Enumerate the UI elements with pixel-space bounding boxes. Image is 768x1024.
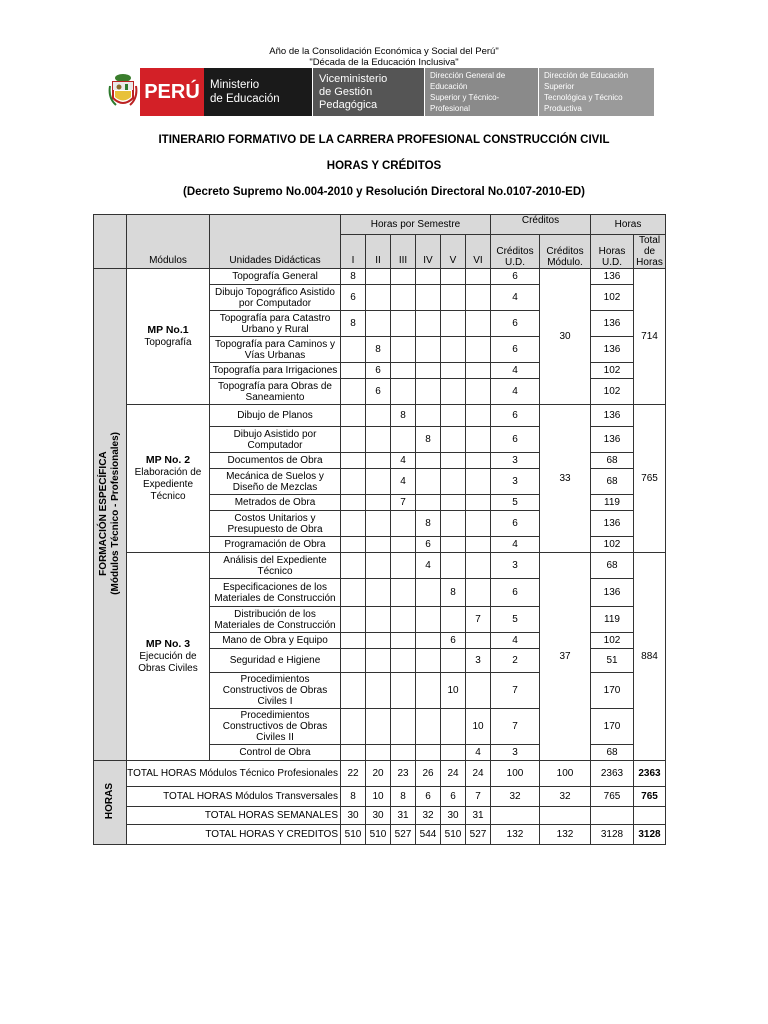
semester-hours (466, 453, 491, 469)
unidad-didactica: Documentos de Obra (210, 453, 341, 469)
unidad-didactica: Metrados de Obra (210, 495, 341, 511)
semester-hours (341, 633, 366, 649)
creditos-ud: 3 (491, 553, 540, 579)
unidad-didactica: Topografía para Caminos y Vías Urbanas (210, 337, 341, 363)
total-semester: 30 (441, 807, 466, 825)
semester-hours (466, 269, 491, 285)
table-row (94, 825, 666, 845)
creditos-modulo: 37 (540, 553, 591, 761)
header-semester: II (366, 235, 391, 269)
creditos-ud: 4 (491, 633, 540, 649)
table-row (94, 807, 666, 825)
semester-hours (391, 363, 416, 379)
creditos-modulo: 33 (540, 405, 591, 553)
corner-cell (94, 215, 127, 269)
total-semester: 510 (341, 825, 366, 845)
unidad-didactica: Costos Unitarios y Presupuesto de Obra (210, 511, 341, 537)
semester-hours (416, 285, 441, 311)
semester-hours: 8 (366, 337, 391, 363)
semester-hours (341, 495, 366, 511)
module-code: MP No. 3 (145, 638, 191, 650)
semester-hours (341, 469, 366, 495)
unidad-didactica: Mano de Obra y Equipo (210, 633, 341, 649)
semester-hours (341, 553, 366, 579)
header-creditos-ud: Créditos U.D. (491, 235, 540, 269)
semester-hours (416, 709, 441, 745)
semester-hours (441, 285, 466, 311)
creditos-ud: 3 (491, 745, 540, 761)
total-semester: 6 (441, 787, 466, 807)
total-horas-modulo: 714 (634, 269, 666, 405)
semester-hours: 8 (341, 311, 366, 337)
total-horas-modulo: 884 (634, 553, 666, 761)
total-semester: 26 (416, 761, 441, 787)
semester-hours (441, 379, 466, 405)
semester-hours (416, 469, 441, 495)
horas-ud: 68 (591, 453, 634, 469)
module-name: Topografía (144, 337, 192, 348)
institution-banner (106, 68, 660, 116)
semester-hours (366, 607, 391, 633)
semester-hours (466, 379, 491, 405)
creditos-ud: 6 (491, 405, 540, 427)
semester-hours (466, 511, 491, 537)
semester-hours (366, 649, 391, 673)
semester-hours (391, 649, 416, 673)
horas-ud: 102 (591, 379, 634, 405)
semester-hours (416, 495, 441, 511)
semester-hours (466, 363, 491, 379)
total-semester: 6 (416, 787, 441, 807)
horas-ud: 102 (591, 537, 634, 553)
semester-hours (391, 537, 416, 553)
creditos-ud: 6 (491, 311, 540, 337)
header-modulos: Módulos (127, 215, 210, 269)
horas-ud: 102 (591, 363, 634, 379)
semester-hours (391, 745, 416, 761)
unidad-didactica: Topografía General (210, 269, 341, 285)
semester-hours (416, 269, 441, 285)
total-horas-ud: 765 (591, 787, 634, 807)
document-title: ITINERARIO FORMATIVO DE LA CARRERA PROFESIONAL CONSTRUCCIÓN CIVIL (158, 134, 610, 146)
semester-hours (441, 363, 466, 379)
semester-hours (466, 469, 491, 495)
header-creditos: Créditos (491, 215, 591, 235)
creditos-ud: 6 (491, 511, 540, 537)
total-creditos-ud: 100 (491, 761, 540, 787)
semester-hours: 6 (366, 363, 391, 379)
total-label: TOTAL HORAS Módulos Transversales (127, 787, 341, 807)
semester-hours (441, 495, 466, 511)
semester-hours (441, 427, 466, 453)
creditos-ud: 6 (491, 269, 540, 285)
semester-hours (366, 311, 391, 337)
side-formacion-especifica (94, 269, 127, 761)
total-horas: 2363 (634, 761, 666, 787)
creditos-ud: 5 (491, 495, 540, 511)
horas-ud: 170 (591, 709, 634, 745)
unidad-didactica: Programación de Obra (210, 537, 341, 553)
module-cell (127, 269, 210, 405)
creditos-ud: 4 (491, 537, 540, 553)
unidad-didactica: Topografía para Obras de Saneamiento (210, 379, 341, 405)
semester-hours (391, 269, 416, 285)
side-label-modulos-tecnico: (Módulos Técnico - Profesionales) (110, 431, 121, 595)
semester-hours (366, 469, 391, 495)
semester-hours (341, 607, 366, 633)
semester-hours: 7 (466, 607, 491, 633)
semester-hours (341, 511, 366, 537)
total-horas-ud: 2363 (591, 761, 634, 787)
total-semester: 30 (366, 807, 391, 825)
semester-hours (441, 607, 466, 633)
total-semester: 32 (416, 807, 441, 825)
total-creditos-modulo: 100 (540, 761, 591, 787)
total-horas: 3128 (634, 825, 666, 845)
direccion-superior-label: Dirección de Educación Superior Tecnológica y Técnico Productiva (538, 68, 654, 116)
semester-hours: 10 (441, 673, 466, 709)
total-semester: 7 (466, 787, 491, 807)
creditos-ud: 2 (491, 649, 540, 673)
semester-hours (466, 337, 491, 363)
semester-hours (441, 469, 466, 495)
semester-hours (441, 745, 466, 761)
creditos-modulo: 30 (540, 269, 591, 405)
semester-hours (366, 269, 391, 285)
header-horas-ud: Horas U.D. (591, 235, 634, 269)
creditos-ud: 3 (491, 469, 540, 495)
semester-hours (466, 633, 491, 649)
semester-hours (341, 745, 366, 761)
creditos-ud: 4 (491, 363, 540, 379)
header-horas-semestre: Horas por Semestre (341, 215, 491, 235)
semester-hours: 4 (416, 553, 441, 579)
header-semester: IV (416, 235, 441, 269)
header-creditos-modulo: Créditos Módulo. (540, 235, 591, 269)
unidad-didactica: Topografía para Irrigaciones (210, 363, 341, 379)
peru-logo: PERÚ (140, 68, 204, 116)
semester-hours (416, 745, 441, 761)
table-row (94, 269, 666, 285)
total-creditos-ud (491, 807, 540, 825)
semester-hours: 8 (441, 579, 466, 607)
total-semester: 527 (466, 825, 491, 845)
semester-hours (341, 405, 366, 427)
semester-hours (366, 405, 391, 427)
total-label: TOTAL HORAS SEMANALES (127, 807, 341, 825)
semester-hours: 10 (466, 709, 491, 745)
semester-hours: 8 (416, 427, 441, 453)
semester-hours: 8 (391, 405, 416, 427)
semester-hours (466, 579, 491, 607)
semester-hours (366, 633, 391, 649)
creditos-ud: 7 (491, 709, 540, 745)
total-creditos-modulo: 32 (540, 787, 591, 807)
semester-hours (391, 553, 416, 579)
table-row (94, 787, 666, 807)
table-row (94, 405, 666, 427)
hours-credits-table (93, 214, 666, 845)
module-cell (127, 405, 210, 553)
total-creditos-ud: 32 (491, 787, 540, 807)
module-code: MP No. 2 (145, 454, 191, 466)
unidad-didactica: Procedimientos Constructivos de Obras Civiles II (210, 709, 341, 745)
total-semester: 23 (391, 761, 416, 787)
unidad-didactica: Seguridad e Higiene (210, 649, 341, 673)
total-semester: 24 (441, 761, 466, 787)
semester-hours: 6 (366, 379, 391, 405)
semester-hours (441, 453, 466, 469)
semester-hours (466, 537, 491, 553)
semester-hours (341, 579, 366, 607)
unidad-didactica: Análisis del Expediente Técnico (210, 553, 341, 579)
total-horas-ud: 3128 (591, 825, 634, 845)
table-row (94, 553, 666, 579)
semester-hours (441, 269, 466, 285)
semester-hours (366, 579, 391, 607)
header-year-line: Año de la Consolidación Económica y Social del Perú" (269, 46, 499, 57)
horas-ud: 119 (591, 607, 634, 633)
module-name: Elaboración de Expediente Técnico (134, 467, 202, 502)
side-horas (94, 761, 127, 845)
total-semester: 8 (391, 787, 416, 807)
unidad-didactica: Especificaciones de los Materiales de Construcción (210, 579, 341, 607)
semester-hours (466, 311, 491, 337)
semester-hours (391, 709, 416, 745)
semester-hours: 8 (341, 269, 366, 285)
unidad-didactica: Procedimientos Constructivos de Obras Civiles I (210, 673, 341, 709)
total-semester: 527 (391, 825, 416, 845)
semester-hours (441, 311, 466, 337)
creditos-ud: 6 (491, 427, 540, 453)
header-horas: Horas (591, 215, 666, 235)
header-semester: I (341, 235, 366, 269)
horas-ud: 102 (591, 633, 634, 649)
header-unidades: Unidades Didácticas (210, 215, 341, 269)
semester-hours (341, 649, 366, 673)
horas-ud: 51 (591, 649, 634, 673)
total-semester: 20 (366, 761, 391, 787)
semester-hours (391, 673, 416, 709)
horas-ud: 136 (591, 269, 634, 285)
semester-hours (466, 405, 491, 427)
table-row (94, 761, 666, 787)
document-subtitle: HORAS Y CRÉDITOS (326, 160, 442, 172)
semester-hours: 4 (466, 745, 491, 761)
semester-hours (391, 579, 416, 607)
semester-hours (366, 553, 391, 579)
horas-ud: 136 (591, 337, 634, 363)
semester-hours (416, 649, 441, 673)
semester-hours (441, 337, 466, 363)
semester-hours (416, 607, 441, 633)
unidad-didactica: Distribución de los Materiales de Construcción (210, 607, 341, 633)
semester-hours (341, 363, 366, 379)
semester-hours (416, 453, 441, 469)
viceministerio-label: Viceministerio de Gestión Pedagógica (312, 68, 424, 116)
ministerio-label: Ministerio de Educación (204, 68, 312, 116)
total-creditos-ud: 132 (491, 825, 540, 845)
semester-hours (441, 537, 466, 553)
semester-hours (366, 285, 391, 311)
total-semester: 510 (366, 825, 391, 845)
unidad-didactica: Dibujo Asistido por Computador (210, 427, 341, 453)
semester-hours (391, 511, 416, 537)
total-horas: 765 (634, 787, 666, 807)
total-horas (634, 807, 666, 825)
total-semester: 31 (391, 807, 416, 825)
semester-hours: 6 (416, 537, 441, 553)
semester-hours (416, 405, 441, 427)
semester-hours (466, 673, 491, 709)
semester-hours: 4 (391, 453, 416, 469)
creditos-ud: 5 (491, 607, 540, 633)
horas-ud: 68 (591, 469, 634, 495)
semester-hours (441, 709, 466, 745)
document-decree: (Decreto Supremo No.004-2010 y Resolución Directoral No.0107-2010-ED) (182, 186, 585, 198)
total-creditos-modulo (540, 807, 591, 825)
semester-hours (391, 379, 416, 405)
total-semester: 510 (441, 825, 466, 845)
semester-hours (366, 427, 391, 453)
unidad-didactica: Dibujo Topográfico Asistido por Computador (210, 285, 341, 311)
semester-hours (391, 337, 416, 363)
semester-hours (391, 607, 416, 633)
unidad-didactica: Dibujo de Planos (210, 405, 341, 427)
semester-hours: 8 (416, 511, 441, 537)
horas-ud: 170 (591, 673, 634, 709)
semester-hours: 6 (341, 285, 366, 311)
creditos-ud: 4 (491, 285, 540, 311)
horas-ud: 119 (591, 495, 634, 511)
total-semester: 30 (341, 807, 366, 825)
module-code: MP No.1 (147, 324, 189, 336)
semester-hours (416, 337, 441, 363)
creditos-ud: 6 (491, 337, 540, 363)
creditos-ud: 3 (491, 453, 540, 469)
semester-hours: 4 (391, 469, 416, 495)
semester-hours (366, 537, 391, 553)
semester-hours (366, 673, 391, 709)
module-cell (127, 553, 210, 761)
total-semester: 24 (466, 761, 491, 787)
total-semester: 31 (466, 807, 491, 825)
total-creditos-modulo: 132 (540, 825, 591, 845)
semester-hours: 6 (441, 633, 466, 649)
semester-hours (441, 649, 466, 673)
semester-hours (416, 311, 441, 337)
header-semester: VI (466, 235, 491, 269)
total-label: TOTAL HORAS Y CREDITOS (127, 825, 341, 845)
semester-hours (466, 553, 491, 579)
semester-hours (341, 453, 366, 469)
semester-hours (366, 745, 391, 761)
semester-hours (466, 495, 491, 511)
table-row (94, 215, 666, 235)
side-label-horas: HORAS (104, 782, 115, 820)
semester-hours (341, 673, 366, 709)
semester-hours (416, 579, 441, 607)
horas-ud: 68 (591, 745, 634, 761)
direccion-general-label: Dirección General de Educación Superior y Técnico-Profesional (424, 68, 538, 116)
module-name: Ejecución de Obras Civiles (138, 651, 198, 674)
unidad-didactica: Mecánica de Suelos y Diseño de Mezclas (210, 469, 341, 495)
total-semester: 544 (416, 825, 441, 845)
semester-hours: 3 (466, 649, 491, 673)
semester-hours (441, 511, 466, 537)
semester-hours (416, 633, 441, 649)
total-horas-modulo: 765 (634, 405, 666, 553)
semester-hours (441, 405, 466, 427)
semester-hours (366, 709, 391, 745)
creditos-ud: 4 (491, 379, 540, 405)
semester-hours (341, 709, 366, 745)
horas-ud: 136 (591, 427, 634, 453)
creditos-ud: 7 (491, 673, 540, 709)
semester-hours (341, 337, 366, 363)
total-semester: 22 (341, 761, 366, 787)
horas-ud: 102 (591, 285, 634, 311)
coat-of-arms-icon (106, 68, 140, 116)
horas-ud: 136 (591, 579, 634, 607)
semester-hours (416, 673, 441, 709)
header-semester: V (441, 235, 466, 269)
creditos-ud: 6 (491, 579, 540, 607)
semester-hours (391, 427, 416, 453)
semester-hours (366, 511, 391, 537)
semester-hours (341, 537, 366, 553)
semester-hours (391, 633, 416, 649)
horas-ud: 136 (591, 511, 634, 537)
total-semester: 8 (341, 787, 366, 807)
semester-hours (366, 495, 391, 511)
semester-hours (441, 553, 466, 579)
semester-hours (466, 285, 491, 311)
semester-hours: 7 (391, 495, 416, 511)
semester-hours (416, 363, 441, 379)
semester-hours (466, 427, 491, 453)
total-label: TOTAL HORAS Módulos Técnico Profesionales (127, 761, 341, 787)
horas-ud: 136 (591, 405, 634, 427)
horas-ud: 68 (591, 553, 634, 579)
semester-hours (341, 379, 366, 405)
header-total-horas: Total de Horas (634, 235, 666, 269)
horas-ud: 136 (591, 311, 634, 337)
total-semester: 10 (366, 787, 391, 807)
unidad-didactica: Control de Obra (210, 745, 341, 761)
header-decade-line: "Década de la Educación Inclusiva" (309, 57, 459, 68)
semester-hours (341, 427, 366, 453)
side-label-formacion: FORMACIÓN ESPECÍFICA (98, 450, 109, 576)
header-semester: III (391, 235, 416, 269)
semester-hours (391, 311, 416, 337)
semester-hours (391, 285, 416, 311)
semester-hours (366, 453, 391, 469)
unidad-didactica: Topografía para Catastro Urbano y Rural (210, 311, 341, 337)
total-horas-ud (591, 807, 634, 825)
semester-hours (416, 379, 441, 405)
